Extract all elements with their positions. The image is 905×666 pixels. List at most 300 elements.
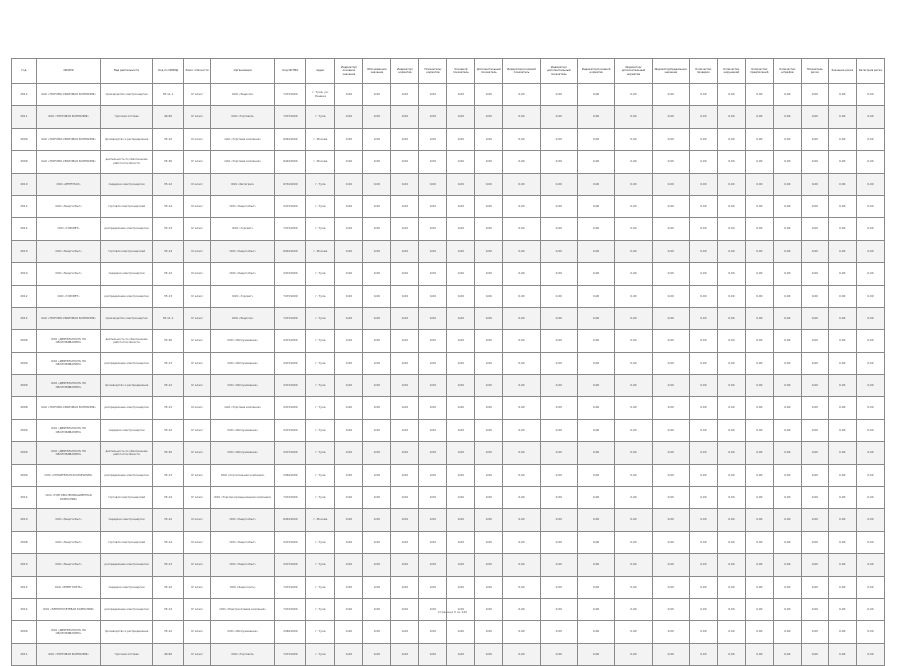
column-header: Индикатор/дополнительный показатель bbox=[540, 59, 577, 84]
table-cell: 0,00 bbox=[652, 285, 689, 307]
table-cell: 0,00 bbox=[801, 464, 828, 486]
table-cell: г. Тула, ул. Ленина bbox=[306, 84, 335, 106]
table-cell: 0,00 bbox=[801, 128, 828, 150]
table-cell: 0,00 bbox=[577, 218, 614, 240]
table-cell: 0,00 bbox=[773, 487, 801, 509]
table-cell: 0,00 bbox=[773, 352, 801, 374]
table-cell: г. Тула bbox=[306, 375, 335, 397]
table-cell: 2009 bbox=[12, 330, 37, 352]
table-cell: 35.13 bbox=[152, 218, 183, 240]
table-cell: 0,00 bbox=[652, 531, 689, 553]
table-cell: 0,00 bbox=[475, 576, 503, 598]
table-cell: г. Москва bbox=[306, 128, 335, 150]
table-cell: 0,00 bbox=[717, 218, 745, 240]
table-cell: 0,00 bbox=[577, 240, 614, 262]
table-cell: 0,00 bbox=[615, 352, 652, 374]
table-cell: 0,00 bbox=[615, 151, 652, 173]
table-cell: ООО «Энергия» bbox=[211, 84, 275, 106]
column-header: ОКОПФ bbox=[36, 59, 100, 84]
table-cell: 0,00 bbox=[652, 151, 689, 173]
table-cell: торговля электроэнергией bbox=[101, 195, 153, 217]
table-cell: IV класс bbox=[184, 442, 211, 464]
table-cell: 0,00 bbox=[419, 598, 447, 620]
column-header: Вид деятельности bbox=[101, 59, 153, 84]
table-cell: 0,00 bbox=[717, 464, 745, 486]
table-cell: 0,00 bbox=[419, 419, 447, 441]
table-cell: 67401000 bbox=[275, 173, 306, 195]
table-cell: 0,00 bbox=[447, 195, 475, 217]
table-cell: 0,00 bbox=[689, 218, 717, 240]
table-cell: 0,00 bbox=[363, 285, 391, 307]
column-header: Количество штрафов bbox=[773, 59, 801, 84]
table-cell: 0,00 bbox=[419, 464, 447, 486]
table-cell: 0,00 bbox=[540, 419, 577, 441]
table-cell: 0,00 bbox=[717, 531, 745, 553]
table-cell: 0,00 bbox=[745, 419, 773, 441]
table-cell: 0,00 bbox=[475, 195, 503, 217]
table-cell: 0,00 bbox=[540, 285, 577, 307]
table-cell: 0,00 bbox=[391, 218, 419, 240]
table-cell: 2010 bbox=[12, 509, 37, 531]
table-cell: III класс bbox=[184, 240, 211, 262]
table-cell: 0,00 bbox=[828, 330, 856, 352]
table-cell: 0,00 bbox=[717, 352, 745, 374]
table-cell: 0,00 bbox=[652, 621, 689, 643]
table-cell: 0,00 bbox=[615, 442, 652, 464]
table-cell: 0,00 bbox=[391, 621, 419, 643]
table-cell: г. Тула bbox=[306, 531, 335, 553]
table-cell: г. Тула bbox=[306, 173, 335, 195]
table-cell: 0,00 bbox=[745, 643, 773, 665]
table-cell: 0,00 bbox=[540, 151, 577, 173]
table-cell: ООО «Энергосбыт» bbox=[36, 240, 100, 262]
table-cell: 0,00 bbox=[801, 106, 828, 128]
table-row bbox=[12, 330, 885, 352]
table-cell: 0,00 bbox=[475, 464, 503, 486]
table-cell: 0,00 bbox=[652, 375, 689, 397]
table-cell: 0,00 bbox=[335, 307, 363, 329]
table-cell: 0,00 bbox=[363, 576, 391, 598]
table-cell: 0,00 bbox=[540, 84, 577, 106]
table-cell: 0,00 bbox=[419, 487, 447, 509]
table-row bbox=[12, 173, 885, 195]
table-cell: 0,00 bbox=[447, 464, 475, 486]
table-cell: 0,00 bbox=[615, 375, 652, 397]
table-cell: IV класс bbox=[184, 151, 211, 173]
table-cell: 0,00 bbox=[335, 330, 363, 352]
table-cell: 35.12 bbox=[152, 419, 183, 441]
table-cell: 0,00 bbox=[828, 487, 856, 509]
table-cell: 0,00 bbox=[475, 128, 503, 150]
table-cell: 0,00 bbox=[540, 173, 577, 195]
table-cell: 0,00 bbox=[717, 84, 745, 106]
table-cell: распределение электроэнергии bbox=[101, 464, 153, 486]
table-cell: 0,00 bbox=[577, 643, 614, 665]
table-cell: ООО «Энергосбыт» bbox=[211, 554, 275, 576]
table-cell: 0,00 bbox=[447, 554, 475, 576]
table-cell: 0,00 bbox=[856, 487, 884, 509]
table-cell: 0,00 bbox=[363, 352, 391, 374]
table-cell: 0,00 bbox=[391, 509, 419, 531]
table-cell: 24701000 bbox=[275, 397, 306, 419]
table-cell: ООО «Обслуживание» bbox=[211, 352, 275, 374]
table-cell: 0,00 bbox=[475, 419, 503, 441]
table-cell: деятельность по обеспечению работоспособности bbox=[101, 442, 153, 464]
table-cell: ООО «ДЕЯТЕЛЬНОСТЬ ПО ОБСЛУЖИВАНИЮ» bbox=[36, 419, 100, 441]
table-cell: производство и распределение bbox=[101, 621, 153, 643]
table-cell: производство и распределение bbox=[101, 128, 153, 150]
table-cell: 0,00 bbox=[652, 307, 689, 329]
table-cell: 0,00 bbox=[773, 375, 801, 397]
table-cell: г. Тула bbox=[306, 621, 335, 643]
table-cell: 0,00 bbox=[856, 375, 884, 397]
table-cell: 0,00 bbox=[717, 128, 745, 150]
table-cell: 0,00 bbox=[717, 621, 745, 643]
table-cell: ООО «Энергосбыт» bbox=[211, 240, 275, 262]
table-cell: 0,00 bbox=[856, 531, 884, 553]
table-cell: 0,00 bbox=[745, 509, 773, 531]
table-cell: 0,00 bbox=[503, 487, 540, 509]
table-cell: 0,00 bbox=[503, 509, 540, 531]
table-cell: г. Тула bbox=[306, 263, 335, 285]
table-cell: IV класс bbox=[184, 106, 211, 128]
table-cell: 0,00 bbox=[801, 554, 828, 576]
table-cell: 0,00 bbox=[689, 487, 717, 509]
table-cell: 2012 bbox=[12, 195, 37, 217]
table-cell: 0,00 bbox=[335, 576, 363, 598]
table-cell: 0,00 bbox=[419, 531, 447, 553]
column-header: Основной показатель bbox=[447, 59, 475, 84]
table-cell: ОАО «ТОРГОВО-СБЫТОВАЯ КОМПАНИЯ» bbox=[36, 397, 100, 419]
table-cell: производство и распределение bbox=[101, 375, 153, 397]
table-cell: 0,00 bbox=[335, 531, 363, 553]
table-row bbox=[12, 375, 885, 397]
table-cell: 0,00 bbox=[577, 531, 614, 553]
table-row bbox=[12, 509, 885, 531]
table-cell: 0,00 bbox=[335, 195, 363, 217]
column-header: Индикатор/основной показатель bbox=[503, 59, 540, 84]
table-cell: 35.12 bbox=[152, 173, 183, 195]
table-cell: распределение электроэнергии bbox=[101, 397, 153, 419]
table-cell: 0,00 bbox=[856, 106, 884, 128]
table-cell: 0,00 bbox=[652, 218, 689, 240]
table-cell: ОАО «Торговая компания» bbox=[211, 128, 275, 150]
table-cell: 0,00 bbox=[689, 397, 717, 419]
table-cell: 0,00 bbox=[801, 240, 828, 262]
table-cell: ООО «ЭЛЕКТРОСЕТЕВАЯ КОМПАНИЯ» bbox=[36, 598, 100, 620]
table-cell: г. Тула bbox=[306, 464, 335, 486]
table-cell: 0,00 bbox=[419, 576, 447, 598]
table-cell: 0,00 bbox=[828, 464, 856, 486]
table-cell: 0,00 bbox=[540, 397, 577, 419]
table-cell: ООО «ГОРСВЕТ» bbox=[36, 285, 100, 307]
table-cell: 0,00 bbox=[801, 84, 828, 106]
table-cell: 24601000 bbox=[275, 464, 306, 486]
table-cell: 0,00 bbox=[475, 397, 503, 419]
table-cell: 24701000 bbox=[275, 419, 306, 441]
table-cell: 0,00 bbox=[801, 173, 828, 195]
table-cell: 0,00 bbox=[615, 531, 652, 553]
table-cell: 0,00 bbox=[828, 307, 856, 329]
table-cell: 0,00 bbox=[540, 643, 577, 665]
table-cell: 0,00 bbox=[475, 509, 503, 531]
table-cell: 0,00 bbox=[745, 84, 773, 106]
table-cell: 0,00 bbox=[540, 352, 577, 374]
table-cell: 0,00 bbox=[577, 330, 614, 352]
table-cell: г. Москва bbox=[306, 240, 335, 262]
table-cell: 0,00 bbox=[615, 576, 652, 598]
table-cell: IV класс bbox=[184, 487, 211, 509]
table-cell: 0,00 bbox=[689, 84, 717, 106]
table-cell: ООО «Электросетевая компания» bbox=[211, 598, 275, 620]
table-cell: 0,00 bbox=[447, 307, 475, 329]
table-cell: 0,00 bbox=[335, 352, 363, 374]
table-cell: распределение электроэнергии bbox=[101, 218, 153, 240]
table-cell: 0,00 bbox=[577, 554, 614, 576]
table-cell: ООО «ТОРГОВАЯ КОМПАНИЯ» bbox=[36, 643, 100, 665]
table-cell: 0,00 bbox=[773, 84, 801, 106]
table-cell: 0,00 bbox=[363, 531, 391, 553]
table-cell: IV класс bbox=[184, 643, 211, 665]
table-cell: ООО «Энергосбыт» bbox=[211, 509, 275, 531]
table-cell: 0,00 bbox=[391, 128, 419, 150]
table-row bbox=[12, 263, 885, 285]
table-cell: г. Тула bbox=[306, 487, 335, 509]
table-cell: 0,00 bbox=[615, 307, 652, 329]
table-cell: г. Тула bbox=[306, 576, 335, 598]
table-cell: 0,00 bbox=[419, 263, 447, 285]
table-cell: 0,00 bbox=[363, 263, 391, 285]
table-cell: 2012 bbox=[12, 487, 37, 509]
table-cell: 0,00 bbox=[801, 598, 828, 620]
table-cell: 0,00 bbox=[447, 285, 475, 307]
table-cell: 0,00 bbox=[419, 218, 447, 240]
table-cell: 0,00 bbox=[745, 307, 773, 329]
table-cell: 35.12 bbox=[152, 263, 183, 285]
table-cell: 0,00 bbox=[540, 531, 577, 553]
table-cell: 2012 bbox=[12, 307, 37, 329]
table-cell: 0,00 bbox=[335, 442, 363, 464]
table-cell: IV класс bbox=[184, 218, 211, 240]
table-cell: 74701000 bbox=[275, 598, 306, 620]
table-cell: 0,00 bbox=[745, 151, 773, 173]
table-cell: 0,00 bbox=[615, 128, 652, 150]
table-cell: 0,00 bbox=[745, 598, 773, 620]
table-cell: 0,00 bbox=[475, 263, 503, 285]
table-cell: 0,00 bbox=[689, 263, 717, 285]
table-cell: 74701000 bbox=[275, 307, 306, 329]
table-cell: 0,00 bbox=[335, 285, 363, 307]
table-cell: 0,00 bbox=[447, 84, 475, 106]
table-cell: 0,00 bbox=[419, 195, 447, 217]
column-header: Индикатор/дополнительный норматив bbox=[615, 59, 652, 84]
table-cell: III класс bbox=[184, 397, 211, 419]
table-cell: 0,00 bbox=[419, 375, 447, 397]
table-cell: 2012 bbox=[12, 218, 37, 240]
table-cell: 24701000 bbox=[275, 195, 306, 217]
table-cell: 0,00 bbox=[577, 195, 614, 217]
table-cell: г. Тула bbox=[306, 330, 335, 352]
table-cell: 0,00 bbox=[391, 531, 419, 553]
table-cell: г. Тула bbox=[306, 106, 335, 128]
table-cell: 0,00 bbox=[615, 218, 652, 240]
table-cell: 0,00 bbox=[335, 509, 363, 531]
table-cell: 0,00 bbox=[447, 442, 475, 464]
table-cell: 0,00 bbox=[391, 151, 419, 173]
table-cell: 0,00 bbox=[801, 621, 828, 643]
table-cell: IV класс bbox=[184, 330, 211, 352]
table-cell: ООО «Обслуживание» bbox=[211, 330, 275, 352]
table-cell: ООО «Энергия» bbox=[211, 307, 275, 329]
table-cell: 0,00 bbox=[828, 263, 856, 285]
table-cell: 0,00 bbox=[503, 173, 540, 195]
table-cell: 0,00 bbox=[856, 576, 884, 598]
table-cell: IV класс bbox=[184, 621, 211, 643]
table-cell: 0,00 bbox=[652, 643, 689, 665]
table-cell: 0,00 bbox=[717, 375, 745, 397]
table-cell: 0,00 bbox=[773, 531, 801, 553]
table-cell: 0,00 bbox=[773, 509, 801, 531]
table-cell: 0,00 bbox=[447, 576, 475, 598]
table-cell: 0,00 bbox=[363, 330, 391, 352]
table-cell: ООО «Энергосбыт» bbox=[36, 554, 100, 576]
table-cell: 0,00 bbox=[335, 487, 363, 509]
table-cell: 0,00 bbox=[856, 285, 884, 307]
table-cell: 0,00 bbox=[828, 576, 856, 598]
table-cell: 0,00 bbox=[335, 419, 363, 441]
table-cell: 0,00 bbox=[773, 442, 801, 464]
table-cell: 2009 bbox=[12, 151, 37, 173]
table-cell: 74701000 bbox=[275, 487, 306, 509]
table-cell: 0,00 bbox=[577, 419, 614, 441]
table-cell: 0,00 bbox=[652, 554, 689, 576]
table-cell: 0,00 bbox=[689, 195, 717, 217]
table-cell: 0,00 bbox=[503, 598, 540, 620]
table-cell: 0,00 bbox=[447, 531, 475, 553]
table-cell: 0,00 bbox=[615, 330, 652, 352]
table-cell: 0,00 bbox=[540, 487, 577, 509]
table-cell: 0,00 bbox=[717, 307, 745, 329]
table-cell: 35.30 bbox=[152, 442, 183, 464]
table-cell: 0,00 bbox=[419, 307, 447, 329]
table-cell: ООО «ТОРГОВАЯ КОМПАНИЯ» bbox=[36, 106, 100, 128]
table-cell: 0,00 bbox=[745, 173, 773, 195]
table-cell: ООО «Интеграл» bbox=[211, 173, 275, 195]
table-cell: ООО «Энергосбыт» bbox=[36, 531, 100, 553]
table-cell: 35.12 bbox=[152, 621, 183, 643]
table-row bbox=[12, 397, 885, 419]
table-cell: 64401000 bbox=[275, 509, 306, 531]
table-cell: 0,00 bbox=[540, 263, 577, 285]
table-cell: 0,00 bbox=[335, 84, 363, 106]
table-cell: 0,00 bbox=[475, 487, 503, 509]
column-header: Код ОКТМО bbox=[275, 59, 306, 84]
table-cell: 0,00 bbox=[856, 442, 884, 464]
column-header: Количество проверок bbox=[689, 59, 717, 84]
table-row bbox=[12, 106, 885, 128]
table-cell: 0,00 bbox=[335, 106, 363, 128]
table-cell: 0,00 bbox=[856, 352, 884, 374]
table-cell: 0,00 bbox=[615, 419, 652, 441]
table-cell: 0,00 bbox=[717, 106, 745, 128]
table-cell: 35.11.1 bbox=[152, 307, 183, 329]
table-cell: 0,00 bbox=[577, 598, 614, 620]
table-cell: 0,00 bbox=[419, 240, 447, 262]
table-cell: 0,00 bbox=[828, 128, 856, 150]
table-cell: ООО «ДЕЯТЕЛЬНОСТЬ ПО ОБСЛУЖИВАНИЮ» bbox=[36, 442, 100, 464]
table-cell: 0,00 bbox=[615, 285, 652, 307]
table-cell: 0,00 bbox=[391, 330, 419, 352]
table-cell: 0,00 bbox=[773, 464, 801, 486]
table-cell: 35.14 bbox=[152, 240, 183, 262]
column-header: Адрес bbox=[306, 59, 335, 84]
column-header: Код по ОКВЭД bbox=[152, 59, 183, 84]
table-cell: 0,00 bbox=[363, 621, 391, 643]
table-cell: 0,00 bbox=[335, 375, 363, 397]
table-cell: ООО «Торговля» bbox=[211, 106, 275, 128]
table-cell: 0,00 bbox=[689, 307, 717, 329]
table-cell: 0,00 bbox=[475, 84, 503, 106]
table-cell: ООО «СТРОИТЕЛЬНАЯ КОМПАНИЯ» bbox=[36, 464, 100, 486]
table-cell: торговля оптовая bbox=[101, 643, 153, 665]
table-row bbox=[12, 464, 885, 486]
table-cell: IV класс bbox=[184, 576, 211, 598]
table-cell: 0,00 bbox=[689, 598, 717, 620]
table-cell: 0,00 bbox=[391, 84, 419, 106]
table-cell: г. Тула bbox=[306, 218, 335, 240]
table-cell: 0,00 bbox=[652, 576, 689, 598]
table-cell: 0,00 bbox=[745, 195, 773, 217]
table-cell: 35.12 bbox=[152, 576, 183, 598]
table-cell: ООО «ЭНЕРГОСЕТЬ» bbox=[36, 576, 100, 598]
table-cell: 0,00 bbox=[689, 464, 717, 486]
table-cell: 0,00 bbox=[745, 442, 773, 464]
table-cell: 0,00 bbox=[615, 487, 652, 509]
table-cell: 0,00 bbox=[652, 487, 689, 509]
table-cell: 0,00 bbox=[363, 151, 391, 173]
table-cell: деятельность по обеспечению работоспособности bbox=[101, 151, 153, 173]
table-cell: ООО «Обслуживание» bbox=[211, 621, 275, 643]
table-cell: 0,00 bbox=[615, 554, 652, 576]
table-cell: 0,00 bbox=[391, 464, 419, 486]
table-cell: 0,00 bbox=[540, 442, 577, 464]
table-cell: 0,00 bbox=[717, 487, 745, 509]
table-cell: III класс bbox=[184, 173, 211, 195]
table-cell: 2010 bbox=[12, 173, 37, 195]
table-cell: ООО «Энергосбыт» bbox=[36, 509, 100, 531]
table-cell: 0,00 bbox=[717, 330, 745, 352]
table-cell: 0,00 bbox=[828, 531, 856, 553]
table-cell: 35.13 bbox=[152, 285, 183, 307]
table-cell: 0,00 bbox=[615, 621, 652, 643]
table-cell: 0,00 bbox=[615, 464, 652, 486]
table-cell: 0,00 bbox=[577, 442, 614, 464]
table-cell: 0,00 bbox=[335, 240, 363, 262]
table-cell: 2009 bbox=[12, 419, 37, 441]
table-cell: 0,00 bbox=[615, 643, 652, 665]
table-cell: 0,00 bbox=[419, 554, 447, 576]
table-cell: 0,00 bbox=[856, 464, 884, 486]
table-cell: 0,00 bbox=[475, 285, 503, 307]
table-cell: 0,00 bbox=[745, 554, 773, 576]
table-cell: 0,00 bbox=[503, 397, 540, 419]
table-cell: 0,00 bbox=[391, 307, 419, 329]
table-cell: 64401000 bbox=[275, 128, 306, 150]
table-cell: 0,00 bbox=[801, 442, 828, 464]
column-header: Количество нарушений bbox=[717, 59, 745, 84]
table-cell: 0,00 bbox=[419, 352, 447, 374]
table-cell: 0,00 bbox=[577, 307, 614, 329]
